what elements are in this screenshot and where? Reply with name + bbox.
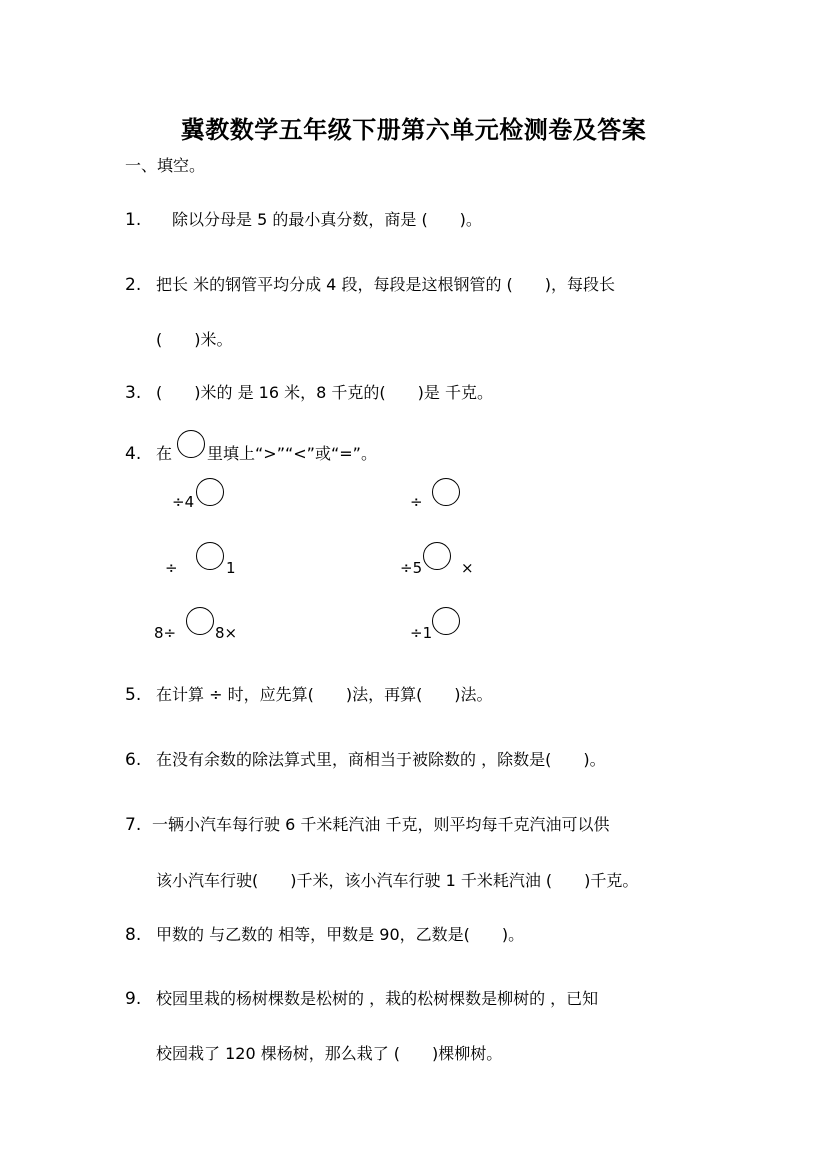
q7-line1: 一辆小汽车每行驶 6 千米耗汽油 千克，则平均每千克汽油可以供 xyxy=(152,815,610,834)
compare-left: ÷ xyxy=(410,493,423,511)
q5-number: 5. xyxy=(125,685,142,705)
section-heading: 一、填空。 xyxy=(125,156,206,175)
q9-number: 9. xyxy=(125,989,142,1009)
compare-left: ÷5 xyxy=(400,559,423,577)
q4-instruction: 里填上“>”“<”或“=”。 xyxy=(207,444,377,463)
compare-circle[interactable] xyxy=(186,607,214,635)
compare-right: 8× xyxy=(215,624,238,642)
compare-circle[interactable] xyxy=(432,607,460,635)
compare-right: 1 xyxy=(226,559,236,577)
compare-left: 8÷ xyxy=(154,624,177,642)
q7-number: 7. xyxy=(125,815,142,835)
q8-text: 甲数的 与乙数的 相等，甲数是 90，乙数是( )。 xyxy=(156,925,525,944)
q6-number: 6. xyxy=(125,750,142,770)
page-title: 冀教数学五年级下册第六单元检测卷及答案 xyxy=(180,116,647,144)
q5-text: 在计算 ÷ 时，应先算( )法，再算( )法。 xyxy=(156,685,493,704)
q3-text: ( )米的 是 16 米，8 千克的( )是 千克。 xyxy=(156,383,493,402)
q6-text: 在没有余数的除法算式里，商相当于被除数的 ，除数是( )。 xyxy=(156,750,606,769)
q4-number: 4. xyxy=(125,444,142,464)
q8-number: 8. xyxy=(125,925,142,945)
compare-circle[interactable] xyxy=(432,478,460,506)
compare-circle[interactable] xyxy=(196,542,224,570)
compare-circle xyxy=(177,430,205,458)
q9-line1: 校园里栽的杨树棵数是松树的 ，栽的松树棵数是柳树的 ，已知 xyxy=(156,989,599,1008)
compare-circle[interactable] xyxy=(423,542,451,570)
q2-line1: 把长 米的钢管平均分成 4 段，每段是这根钢管的 ( )，每段长 xyxy=(156,275,616,294)
compare-left: ÷4 xyxy=(172,493,195,511)
compare-circle[interactable] xyxy=(196,478,224,506)
q3-number: 3. xyxy=(125,383,142,403)
compare-left: ÷1 xyxy=(410,624,433,642)
q4-prefix: 在 xyxy=(156,444,173,463)
q2-number: 2. xyxy=(125,275,142,295)
compare-right: × xyxy=(461,559,474,577)
q1-text: 除以分母是 5 的最小真分数，商是 ( )。 xyxy=(172,210,482,229)
q2-line2: ( )米。 xyxy=(156,330,233,349)
q1-number: 1. xyxy=(125,210,142,230)
q9-line2: 校园栽了 120 棵杨树，那么栽了 ( )棵柳树。 xyxy=(156,1044,503,1063)
q7-line2: 该小汽车行驶( )千米，该小汽车行驶 1 千米耗汽油 ( )千克。 xyxy=(156,871,639,890)
compare-left: ÷ xyxy=(165,559,178,577)
